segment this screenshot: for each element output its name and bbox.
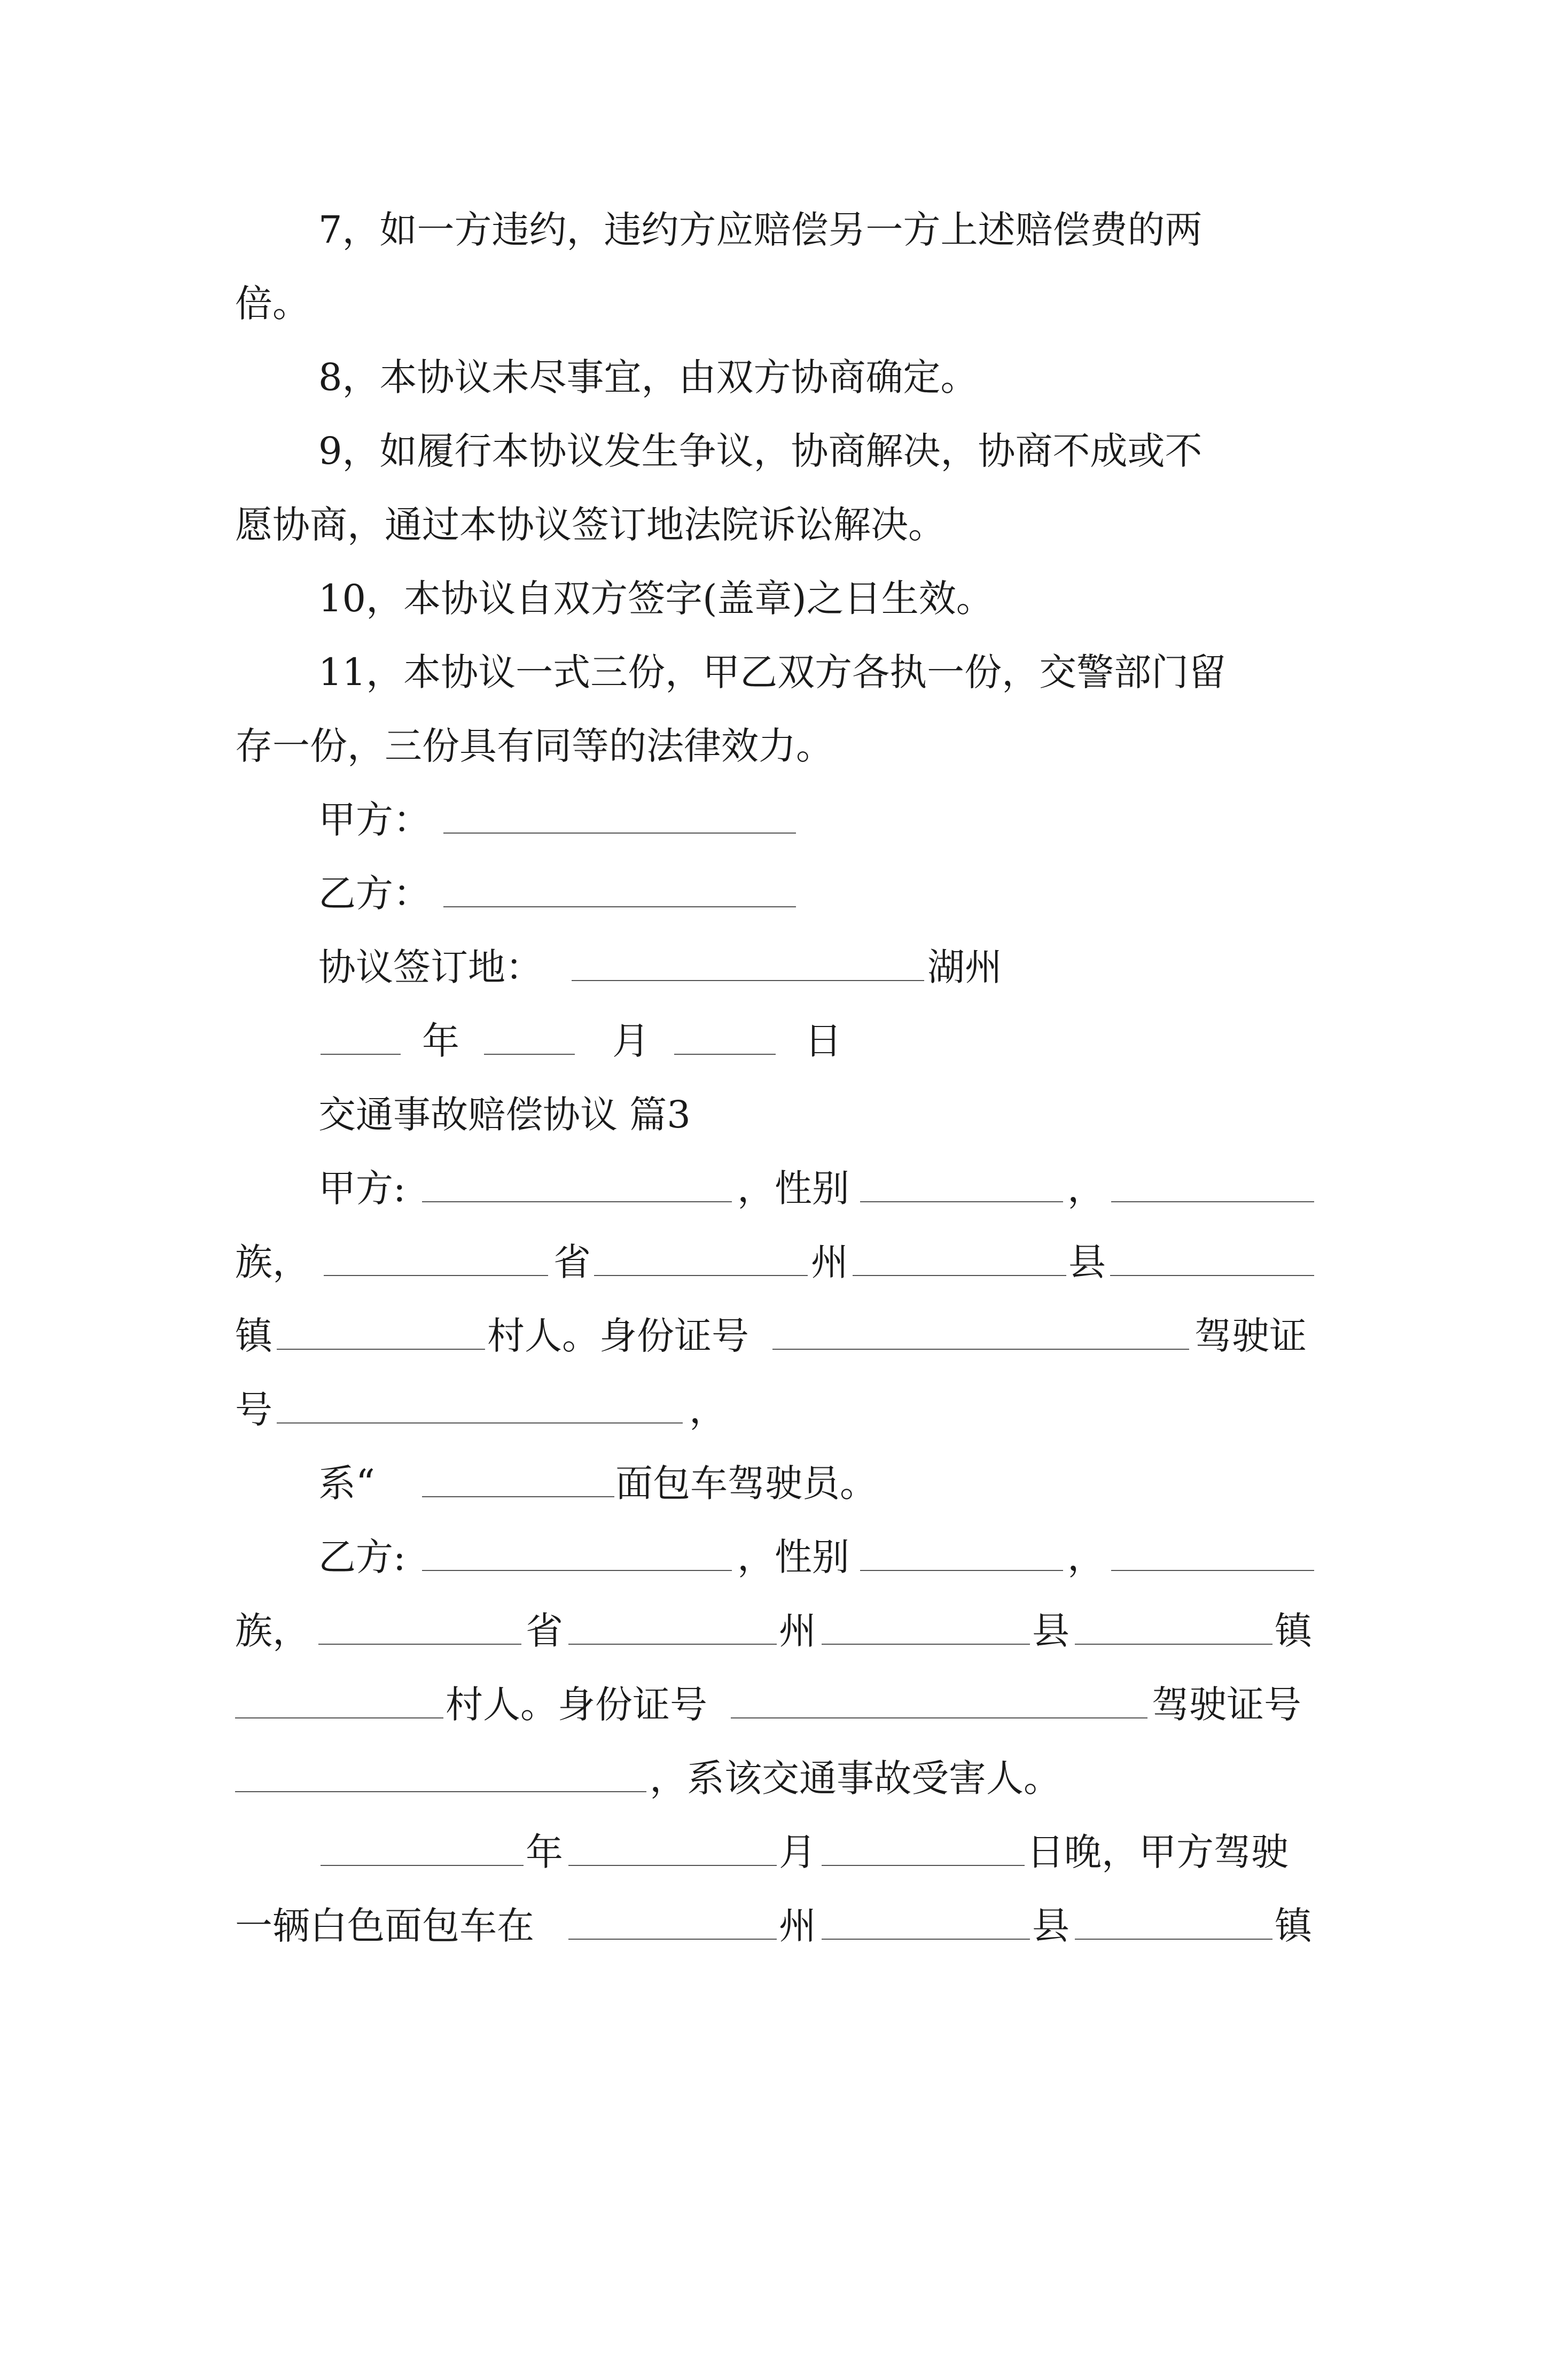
party-b-village-id-label: 村人。身份证号 [446, 1683, 707, 1726]
incident-prefecture-blank [568, 1939, 777, 1940]
signature-party-b [0, 867, 1546, 920]
party-b-line-1 [0, 1530, 1546, 1584]
signing-date [0, 1014, 1546, 1068]
date-day-label: 日 [805, 1019, 842, 1063]
section-title [0, 1088, 1546, 1141]
party-a-label: 甲方: [318, 1166, 406, 1210]
party-a-license-label-1: 驾驶证 [1194, 1314, 1307, 1358]
party-b-ethnicity-label: 族， [235, 1609, 310, 1653]
party-a-role-suffix: 面包车驾驶员。 [615, 1461, 877, 1505]
party-a-name-blank [422, 1201, 732, 1202]
party-a-line-1 [0, 1162, 1546, 1215]
party-a-county-label: 县 [1068, 1240, 1106, 1284]
party-b-gender-blank [860, 1570, 1063, 1571]
clause-9-line-2: 愿协商，通过本协议签订地法院诉讼解决。 [235, 503, 946, 547]
party-a-gender-label: ，性别 [737, 1166, 849, 1210]
party-b-label: 乙方: [318, 1535, 406, 1579]
party-b-line-4 [0, 1752, 1546, 1805]
party-a-id-blank [772, 1349, 1189, 1350]
party-b-license-label: 驾驶证号 [1152, 1683, 1301, 1726]
party-b-gender-label: ，性别 [737, 1535, 849, 1579]
incident-town-label: 镇 [1275, 1904, 1312, 1948]
signature-party-a [0, 793, 1546, 846]
party-a-comma: ， [1067, 1166, 1105, 1210]
party-a-line-3 [0, 1309, 1546, 1363]
party-b-town-blank [1075, 1644, 1272, 1645]
clause-8-text: 8，本协议未尽事宜，由双方协商确定。 [318, 355, 978, 399]
party-b-ethnicity-blank [1111, 1570, 1314, 1571]
date-day-blank [674, 1054, 776, 1055]
date-month-blank [484, 1054, 575, 1055]
incident-town-blank [1075, 1939, 1272, 1940]
incident-vehicle-text: 一辆白色面包车在 [235, 1904, 534, 1948]
party-b-village-blank [235, 1717, 443, 1718]
party-a-sign-blank [443, 833, 796, 834]
party-b-town-label: 镇 [1275, 1609, 1312, 1653]
incident-year-label: 年 [526, 1830, 563, 1874]
party-b-province-blank [318, 1644, 521, 1645]
clause-7 [0, 203, 1546, 256]
party-a-prefecture-label: 州 [811, 1240, 848, 1284]
incident-line-1 [0, 1825, 1546, 1879]
clause-8 [0, 351, 1546, 404]
party-b-county-blank [822, 1644, 1030, 1645]
party-a-sign-label: 甲方： [318, 798, 431, 842]
party-a-comma-end: ， [689, 1388, 727, 1432]
party-a-village-id-label: 村人。身份证号 [487, 1314, 749, 1358]
party-a-ethnicity-label: 族， [235, 1240, 310, 1284]
incident-day-text: 日晚，甲方驾驶 [1027, 1830, 1289, 1874]
party-b-name-blank [422, 1570, 732, 1571]
party-b-comma: ， [1067, 1535, 1105, 1579]
party-a-village-blank [277, 1349, 485, 1350]
party-b-prefecture-blank [568, 1644, 777, 1645]
party-b-province-label: 省 [526, 1609, 563, 1653]
party-b-role: ，系该交通事故受害人。 [650, 1756, 1061, 1800]
clause-11-line-2: 存一份，三份具有同等的法律效力。 [235, 724, 833, 768]
incident-day-blank [822, 1865, 1025, 1866]
party-b-sign-label: 乙方： [318, 872, 431, 915]
party-a-ethnicity-blank [1111, 1201, 1314, 1202]
clause-9-cont [0, 498, 1546, 551]
party-a-line-4 [0, 1383, 1546, 1436]
clause-10-text: 10，本协议自双方签字(盖章)之日生效。 [318, 577, 994, 620]
party-b-license-blank [235, 1791, 646, 1792]
date-year-blank [321, 1054, 401, 1055]
party-a-license-blank [277, 1422, 683, 1424]
party-a-role-prefix: 系“ [318, 1461, 375, 1505]
signing-place [0, 940, 1546, 994]
party-a-county-blank [853, 1275, 1066, 1276]
incident-county-label: 县 [1032, 1904, 1069, 1948]
party-a-role [0, 1457, 1546, 1510]
incident-month-label: 月 [779, 1830, 816, 1874]
incident-year-blank [321, 1865, 524, 1866]
clause-7-cont [0, 277, 1546, 330]
section-title-text: 交通事故赔偿协议 篇3 [318, 1093, 691, 1137]
clause-9-line-1: 9，如履行本协议发生争议，协商解决，协商不成或不 [318, 429, 1203, 473]
party-a-license-label-2: 号 [235, 1388, 272, 1432]
party-a-prefecture-blank [594, 1275, 808, 1276]
party-a-town-label: 镇 [235, 1314, 272, 1358]
incident-month-blank [568, 1865, 777, 1866]
party-a-province-label: 省 [553, 1240, 591, 1284]
date-year-label: 年 [422, 1019, 459, 1063]
party-b-county-label: 县 [1032, 1609, 1069, 1653]
clause-11-line-1: 11，本协议一式三份，甲乙双方各执一份，交警部门留 [318, 650, 1227, 694]
party-b-line-3 [0, 1678, 1546, 1731]
clause-11 [0, 645, 1546, 699]
signing-place-suffix: 湖州 [927, 945, 1002, 989]
clause-7-line-2: 倍。 [235, 282, 310, 325]
signing-place-label: 协议签订地： [318, 945, 543, 989]
party-a-line-2 [0, 1235, 1546, 1289]
clause-10 [0, 572, 1546, 625]
signing-place-blank [572, 980, 924, 981]
date-month-label: 月 [612, 1019, 650, 1063]
party-a-province-blank [324, 1275, 548, 1276]
party-b-prefecture-label: 州 [779, 1609, 816, 1653]
incident-prefecture-label: 州 [779, 1904, 816, 1948]
party-a-gender-blank [860, 1201, 1063, 1202]
clause-9 [0, 424, 1546, 478]
party-a-town-blank [1110, 1275, 1314, 1276]
incident-line-2 [0, 1899, 1546, 1953]
party-b-sign-blank [443, 906, 796, 907]
clause-7-line-1: 7，如一方违约，违约方应赔偿另一方上述赔偿费的两 [318, 208, 1203, 252]
incident-county-blank [822, 1939, 1030, 1940]
clause-11-cont [0, 719, 1546, 773]
party-b-line-2 [0, 1604, 1546, 1658]
party-a-vehicle-blank [422, 1496, 614, 1497]
party-b-id-blank [731, 1717, 1147, 1718]
